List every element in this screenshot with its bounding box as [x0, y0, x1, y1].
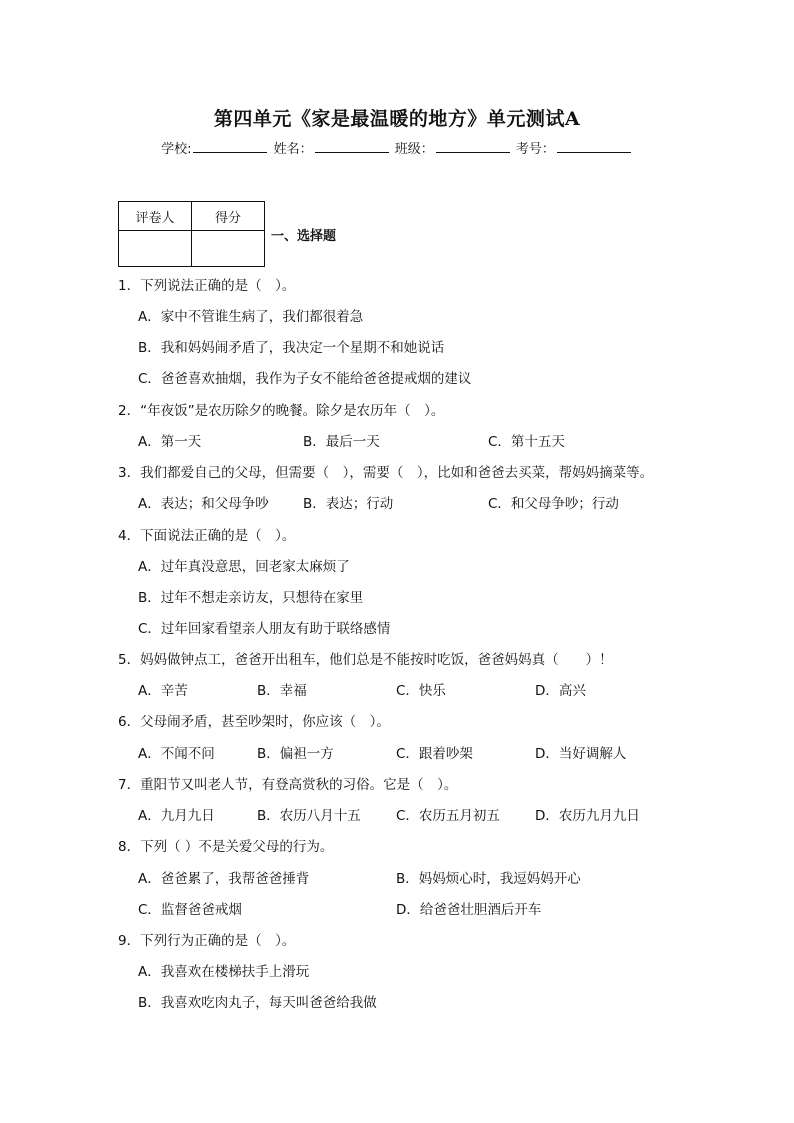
question-5-option-c[interactable]: C．快乐 — [396, 683, 446, 699]
question-2-option-c[interactable]: C．第十五天 — [488, 434, 565, 450]
grader-cell[interactable] — [119, 231, 192, 267]
question-6-option-c[interactable]: C．跟着吵架 — [396, 746, 473, 762]
question-3-stem: 3．我们都爱自己的父母，但需要（ ），需要（ ），比如和爸爸去买菜，帮妈妈摘菜等。 — [118, 465, 654, 481]
question-6-option-a[interactable]: A．不闻不问 — [138, 746, 215, 762]
question-1-option-c[interactable]: C．爸爸喜欢抽烟，我作为子女不能给爸爸提戒烟的建议 — [138, 371, 472, 387]
page-title: 第四单元《家是最温暖的地方》单元测试A — [213, 108, 581, 130]
question-4-option-a[interactable]: A．过年真没意思，回老家太麻烦了 — [138, 559, 350, 575]
question-5-option-b[interactable]: B．幸福 — [257, 683, 307, 699]
score-cell[interactable] — [192, 231, 265, 267]
exam-no-label: 考号： — [515, 142, 555, 157]
question-4-option-b[interactable]: B．过年不想走亲访友，只想待在家里 — [138, 590, 364, 606]
question-7-option-d[interactable]: D．农历九月九日 — [535, 808, 640, 824]
question-4-option-c[interactable]: C．过年回家看望亲人朋友有助于联络感情 — [138, 621, 391, 637]
question-9-stem: 9．下列行为正确的是（ ）。 — [118, 933, 296, 949]
question-7-option-b[interactable]: B．农历八月十五 — [257, 808, 361, 824]
question-8-option-c[interactable]: C．监督爸爸戒烟 — [138, 902, 242, 918]
question-2-option-a[interactable]: A．第一天 — [138, 434, 202, 450]
question-1-stem: 1．下列说法正确的是（ ）。 — [118, 278, 296, 294]
question-3-option-a[interactable]: A．表达；和父母争吵 — [138, 496, 269, 512]
question-9-option-a[interactable]: A．我喜欢在楼梯扶手上滑玩 — [138, 964, 310, 980]
section-title: 一、选择题 — [271, 229, 337, 244]
question-1-option-a[interactable]: A．家中不管谁生病了，我们都很着急 — [138, 309, 364, 325]
question-1-option-b[interactable]: B．我和妈妈闹矛盾了，我决定一个星期不和她说话 — [138, 340, 445, 356]
name-label: 姓名： — [273, 142, 313, 157]
question-4-stem: 4．下面说法正确的是（ ）。 — [118, 528, 296, 544]
question-6-option-d[interactable]: D．当好调解人 — [535, 746, 627, 762]
question-6-stem: 6．父母闹矛盾，甚至吵架时，你应该（ ）。 — [118, 714, 390, 730]
question-5-option-d[interactable]: D．高兴 — [535, 683, 586, 699]
question-8-stem: 8．下列（ ）不是关爱父母的行为。 — [118, 839, 334, 855]
student-info-line — [0, 138, 794, 157]
score-table — [118, 201, 265, 267]
question-6-option-b[interactable]: B．偏袒一方 — [257, 746, 334, 762]
question-2-stem: 2．“年夜饭”是农历除夕的晚餐。除夕是农历年（ ）。 — [118, 403, 445, 419]
question-7-stem: 7．重阳节又叫老人节，有登高赏秋的习俗。它是（ ）。 — [118, 777, 458, 793]
question-7-option-c[interactable]: C．农历五月初五 — [396, 808, 500, 824]
class-label: 班级： — [394, 142, 434, 157]
question-2-option-b[interactable]: B．最后一天 — [303, 434, 380, 450]
question-3-option-c[interactable]: C．和父母争吵；行动 — [488, 496, 619, 512]
question-5-stem: 5．妈妈做钟点工，爸爸开出租车，他们总是不能按时吃饭，爸爸妈妈真（ ）！ — [118, 652, 613, 668]
question-3-option-b[interactable]: B．表达；行动 — [303, 496, 394, 512]
question-8-option-a[interactable]: A．爸爸累了，我帮爸爸捶背 — [138, 871, 310, 887]
question-8-option-b[interactable]: B．妈妈烦心时，我逗妈妈开心 — [396, 871, 581, 887]
name-blank[interactable] — [315, 140, 389, 153]
school-blank[interactable] — [193, 140, 267, 153]
school-label: 学校: — [161, 142, 192, 157]
question-9-option-b[interactable]: B．我喜欢吃肉丸子，每天叫爸爸给我做 — [138, 995, 377, 1011]
question-7-option-a[interactable]: A．九月九日 — [138, 808, 215, 824]
exam-no-blank[interactable] — [557, 140, 631, 153]
grader-header: 评卷人 — [119, 202, 192, 231]
question-5-option-a[interactable]: A．辛苦 — [138, 683, 188, 699]
question-8-option-d[interactable]: D．给爸爸壮胆酒后开车 — [396, 902, 542, 918]
class-blank[interactable] — [436, 140, 510, 153]
score-header: 得分 — [192, 202, 265, 231]
